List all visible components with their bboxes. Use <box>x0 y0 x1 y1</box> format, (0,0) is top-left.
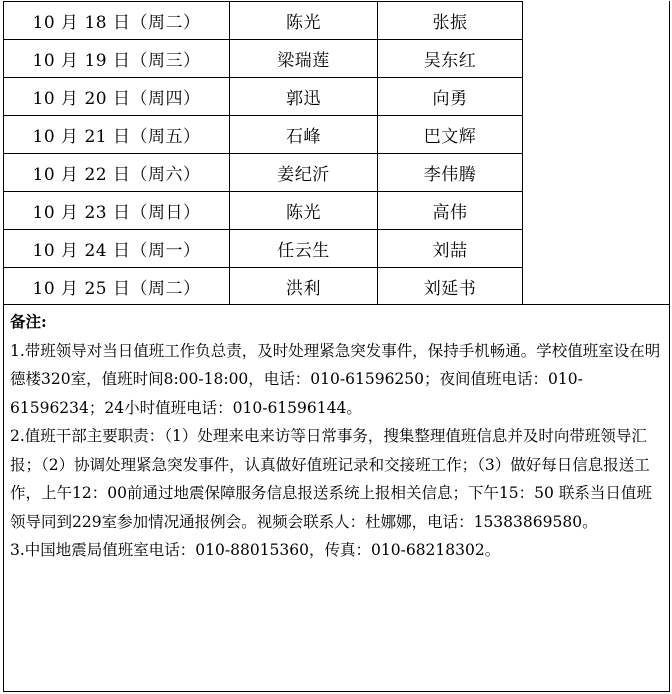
date-cell: 10 月 20 日（周四） <box>32 89 201 109</box>
leader-cell: 洪利 <box>286 278 321 299</box>
cadre-cell: 张振 <box>432 13 468 33</box>
date-cell: 10 月 24 日（周一） <box>32 241 201 261</box>
cadre-cell: 刘喆 <box>432 241 468 261</box>
date-cell: 10 月 21 日（周五） <box>32 127 201 147</box>
notes-bottom-border <box>3 691 670 692</box>
leader-cell: 陈光 <box>286 13 321 33</box>
date-cell: 10 月 25 日（周二） <box>32 278 201 299</box>
cadre-cell: 刘延书 <box>423 278 477 299</box>
notes-left-border <box>3 304 4 692</box>
date-cell: 10 月 19 日（周三） <box>32 51 201 71</box>
note-item: 3.中国地震局值班室电话：010-88015360，传真：010-68218302。 <box>10 541 501 559</box>
leader-cell: 姜纪沂 <box>277 165 330 185</box>
cadre-cell: 向勇 <box>432 89 468 109</box>
note-item: 2.值班干部主要职责：（1）处理来电来访等日常事务，搜集整理值班信息并及时向带班领导汇报；（2）协调处理紧急突发事件，认真做好值班记录和交接班工作；（3）做好每日信息报送工作，上午12：00前通过地震保障服务信息报送系统上报相关信息；下午15：50 联系当日值班领导同到229室参加情况通报例会。视频会联系人：杜娜娜，电话：15383869580。 <box>10 427 652 531</box>
leader-cell: 任云生 <box>277 241 330 261</box>
note-item: 1.带班领导对当日值班工作负总责，及时处理紧急突发事件，保持手机畅通。学校值班室设在明德楼320室，值班时间8:00-18:00，电话：010-61596250；夜间值班电话：010-61596234；24小时值班电话：010-61596144。 <box>10 341 661 417</box>
leader-cell: 梁瑞莲 <box>277 51 330 71</box>
cadre-cell: 巴文辉 <box>423 127 477 147</box>
date-cell: 10 月 23 日（周日） <box>32 203 201 223</box>
notes-heading: 备注: <box>10 312 47 331</box>
outer-right-border <box>669 1 670 692</box>
leader-cell: 陈光 <box>286 203 321 223</box>
date-cell: 10 月 22 日（周六） <box>32 165 201 185</box>
cadre-cell: 吴东红 <box>423 51 477 71</box>
leader-cell: 石峰 <box>286 127 321 147</box>
cadre-cell: 李伟腾 <box>423 165 477 185</box>
leader-cell: 郭迅 <box>286 89 321 109</box>
cadre-cell: 高伟 <box>432 203 468 223</box>
notes-section <box>10 308 662 565</box>
date-cell: 10 月 18 日（周二） <box>32 13 201 33</box>
notes-top-border <box>3 304 670 305</box>
